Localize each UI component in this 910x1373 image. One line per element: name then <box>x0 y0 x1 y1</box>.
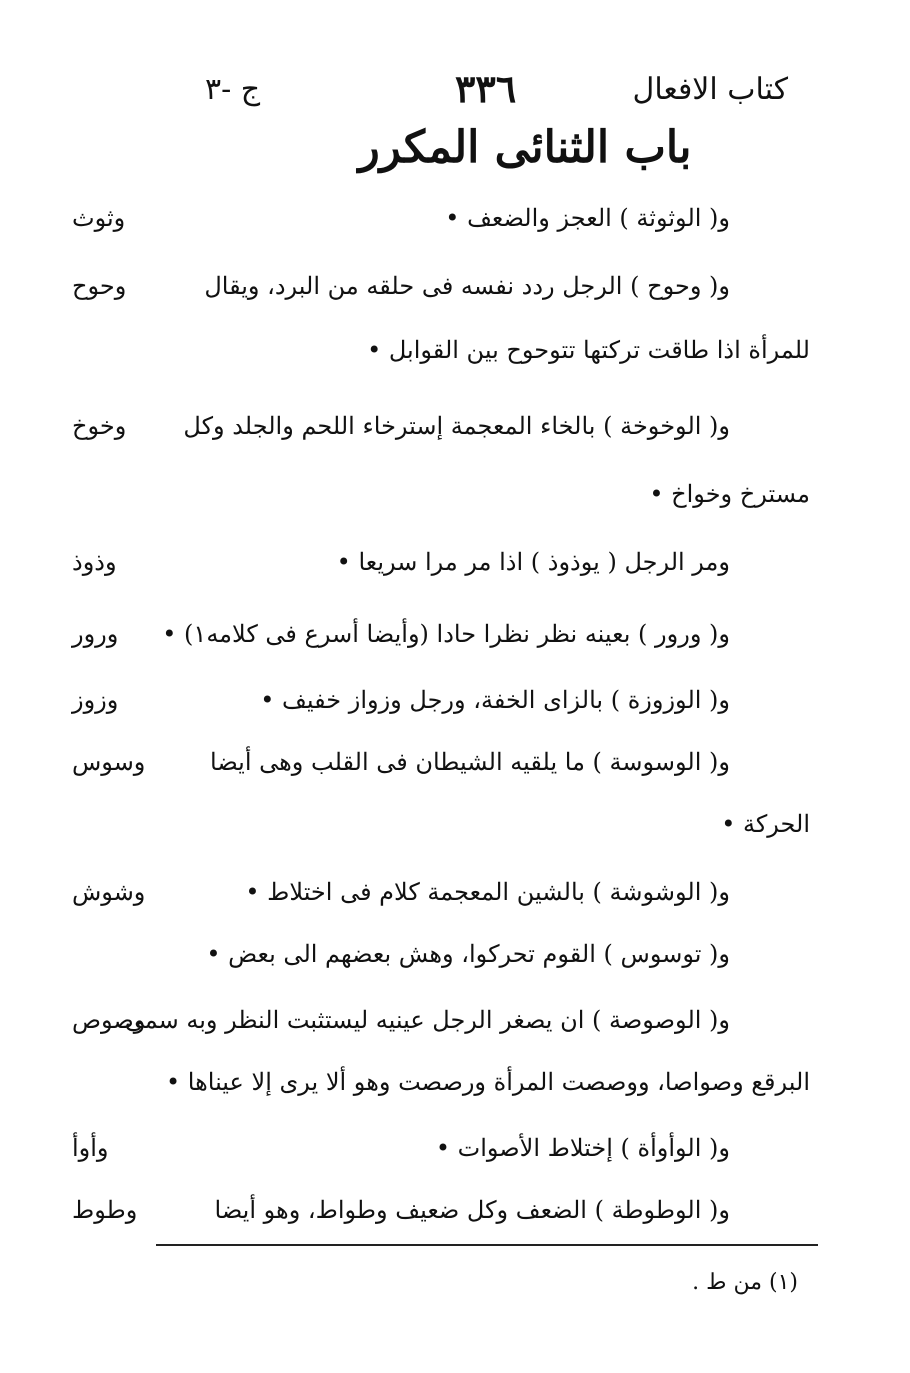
headword: وذوذ <box>72 548 117 576</box>
running-header <box>0 66 910 122</box>
footnote-divider <box>156 1244 818 1246</box>
entry-line: ومر الرجل ( يوذوذ ) اذا مر مرا سريعا • <box>336 548 730 576</box>
entry-line: و( الوسوسة ) ما يلقيه الشيطان فى القلب وهى أيضا <box>210 748 730 776</box>
headword: وأوأ <box>72 1134 109 1162</box>
page-number: ٣٣٦ <box>455 66 517 111</box>
entry-line: و( الوزوزة ) بالزاى الخفة، ورجل وزواز خفيف • <box>260 686 730 714</box>
entry-line: و( الوخوخة ) بالخاء المعجمة إسترخاء اللحم والجلد وكل <box>183 412 730 440</box>
entry-line: البرقع وصواصا، ووصصت المرأة ورصصت وهو ألا يرى إلا عيناها • <box>166 1068 810 1096</box>
entry-line: للمرأة اذا طاقت تركتها تتوحوح بين القوابل • <box>367 336 810 364</box>
entry-line: و( توسوس ) القوم تحركوا، وهش بعضهم الى بعض • <box>206 940 730 968</box>
entry-line: و( الوشوشة ) بالشين المعجمة كلام فى اختلاط • <box>245 878 730 906</box>
entry-line: الحركة • <box>721 810 810 838</box>
chapter-title: باب الثنائى المكرر <box>358 122 692 173</box>
entry-line: و( الوصوصة ) ان يصغر الرجل عينيه ليستثبت النظر وبه سمى <box>124 1006 730 1034</box>
volume-label: ج -٣ <box>205 72 261 107</box>
headword: وسوس <box>72 748 146 776</box>
entry-line: و( وحوح ) الرجل ردد نفسه فى حلقه من البرد، ويقال <box>204 272 730 300</box>
headword: وحوح <box>72 272 127 300</box>
footnote: (١) من ط . <box>692 1270 798 1295</box>
book-title: كتاب الافعال <box>632 72 788 107</box>
entry-line: و( ورور ) بعينه نظر نظرا حادا (وأيضا أسرع فى كلامه١) • <box>162 620 730 648</box>
headword: وشوش <box>72 878 146 906</box>
entry-line: و( الوطوطة ) الضعف وكل ضعيف وطواط، وهو أيضا <box>214 1196 730 1224</box>
entry-line: و( الوثوثة ) العجز والضعف • <box>445 204 730 232</box>
entry-line: و( الوأوأة ) إختلاط الأصوات • <box>435 1134 730 1162</box>
headword: وخوخ <box>72 412 127 440</box>
headword: وثوث <box>72 204 126 232</box>
headword: ورور <box>72 620 119 648</box>
headword: وزوز <box>72 686 119 714</box>
entry-line: مسترخ وخواخ • <box>649 480 810 508</box>
headword: وطوط <box>72 1196 138 1224</box>
headword: وصوص <box>72 1006 146 1034</box>
